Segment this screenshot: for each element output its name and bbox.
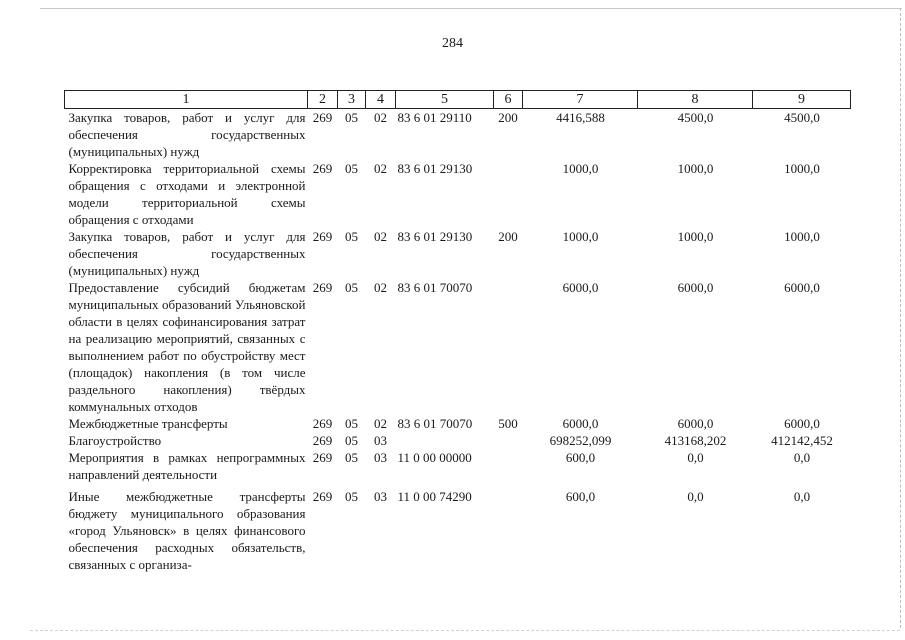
cell-amount-col9: 412142,452: [771, 433, 833, 448]
header-cell: 6: [494, 91, 523, 109]
row-description: Закупка товаров, работ и услуг для обеспечения государственных (муниципальных) нужд: [68, 229, 306, 278]
cell-ministry-code: 269: [312, 229, 333, 244]
cell-ministry-code: 269: [312, 489, 333, 504]
cell-expense-type: [494, 160, 523, 228]
cell-ministry-code: 269: [312, 161, 333, 176]
cell-expense-type: 500: [498, 416, 518, 431]
row-description: Межбюджетные трансферты: [68, 416, 228, 431]
table-row: [65, 160, 851, 228]
row-description: Предоставление субсидий бюджетам муниципальных образований Ульяновской области в целях софинансирования затрат на реализацию мероприятий, связанных с выполнением работ по обустройству мест (площадок) накопления (в том числе раздельного накопления) твёрдых коммунальных отходов: [68, 280, 306, 414]
cell-ministry-code: 269: [312, 280, 333, 295]
cell-amount-col9: 4500,0: [784, 110, 820, 125]
cell-amount-col7: 6000,0: [562, 280, 599, 295]
table-row: [65, 228, 851, 279]
cell-target-article: 83 6 01 70070: [397, 280, 473, 295]
cell-amount-col7: 698252,099: [549, 433, 612, 448]
cell-subsection: 03: [374, 433, 387, 448]
cell-subsection: 03: [374, 450, 387, 465]
cell-amount-col7: 6000,0: [562, 416, 599, 431]
cell-subsection: 02: [374, 110, 387, 125]
cell-amount-col8: 413168,202: [664, 433, 727, 448]
cell-target-article: 83 6 01 70070: [397, 416, 473, 431]
cell-section: 05: [345, 433, 358, 448]
cell-amount-col8: 1000,0: [677, 161, 714, 176]
scan-edge-right: [900, 8, 901, 628]
cell-target-article: 11 0 00 74290: [397, 489, 472, 504]
cell-amount-col8: 0,0: [687, 450, 704, 465]
cell-target-article: 83 6 01 29130: [397, 229, 473, 244]
cell-amount-col7: 1000,0: [562, 161, 599, 176]
row-description: Закупка товаров, работ и услуг для обеспечения государственных (муниципальных) нужд: [68, 110, 306, 159]
cell-expense-type: [494, 432, 523, 449]
cell-amount-col9: 6000,0: [784, 280, 820, 295]
cell-section: 05: [345, 161, 358, 176]
cell-amount-col8: 1000,0: [677, 229, 714, 244]
cell-amount-col8: 0,0: [687, 489, 704, 504]
page-number: 284: [442, 36, 463, 51]
cell-ministry-code: 269: [312, 110, 333, 125]
cell-section: 05: [345, 450, 358, 465]
table-row: [65, 432, 851, 449]
table-row: [65, 483, 851, 573]
cell-ministry-code: 269: [312, 450, 333, 465]
cell-amount-col7: 4416,588: [556, 110, 605, 125]
cell-subsection: 02: [374, 161, 387, 176]
cell-ministry-code: 269: [312, 433, 333, 448]
cell-section: 05: [345, 416, 358, 431]
header-cell: 8: [638, 91, 753, 109]
header-row: [65, 91, 851, 109]
cell-amount-col8: 4500,0: [677, 110, 714, 125]
cell-section: 05: [345, 229, 358, 244]
cell-expense-type: [494, 279, 523, 415]
header-cell: 9: [753, 91, 851, 109]
header-cell: 3: [338, 91, 366, 109]
cell-expense-type: 200: [498, 110, 518, 125]
table-row: [65, 109, 851, 161]
header-cell: 4: [366, 91, 396, 109]
cell-amount-col7: 600,0: [565, 489, 596, 504]
header-cell: 7: [523, 91, 638, 109]
cell-expense-type: [494, 449, 523, 483]
table-row: [65, 415, 851, 432]
cell-amount-col9: 6000,0: [784, 416, 820, 431]
scan-edge-bottom: [30, 630, 900, 631]
cell-section: 05: [345, 110, 358, 125]
cell-subsection: 02: [374, 280, 387, 295]
cell-amount-col8: 6000,0: [677, 280, 714, 295]
table-row: [65, 449, 851, 483]
cell-subsection: 02: [374, 229, 387, 244]
cell-target-article: 83 6 01 29130: [397, 161, 473, 176]
cell-ministry-code: 269: [312, 416, 333, 431]
row-description: Иные межбюджетные трансферты бюджету муниципального образования «город Ульяновск» в целях финансового обеспечения расходных обязательств, связанных с организа-: [68, 489, 306, 572]
cell-amount-col8: 6000,0: [677, 416, 714, 431]
scan-edge-top: [40, 8, 902, 9]
cell-amount-col9: 1000,0: [784, 161, 820, 176]
header-cell: 5: [396, 91, 494, 109]
row-description: Благоустройство: [68, 433, 162, 448]
row-description: Мероприятия в рамках непрограммных направлений деятельности: [68, 450, 306, 482]
cell-amount-col9: 1000,0: [784, 229, 820, 244]
table-row: [65, 279, 851, 415]
row-description: Корректировка территориальной схемы обращения с отходами и электронной модели территориальной схемы обращения с отходами: [68, 161, 306, 227]
cell-subsection: 02: [374, 416, 387, 431]
cell-subsection: 03: [374, 489, 387, 504]
cell-section: 05: [345, 489, 358, 504]
cell-target-article: [396, 432, 494, 449]
cell-section: 05: [345, 280, 358, 295]
cell-expense-type: [494, 483, 523, 573]
header-cell: 1: [65, 91, 308, 109]
cell-amount-col7: 600,0: [565, 450, 596, 465]
header-cell: 2: [308, 91, 338, 109]
cell-expense-type: 200: [498, 229, 518, 244]
budget-table: [64, 90, 851, 573]
cell-target-article: 83 6 01 29110: [397, 110, 472, 125]
cell-target-article: 11 0 00 00000: [397, 450, 472, 465]
cell-amount-col7: 1000,0: [562, 229, 599, 244]
cell-amount-col9: 0,0: [793, 450, 811, 465]
cell-amount-col9: 0,0: [793, 489, 811, 504]
